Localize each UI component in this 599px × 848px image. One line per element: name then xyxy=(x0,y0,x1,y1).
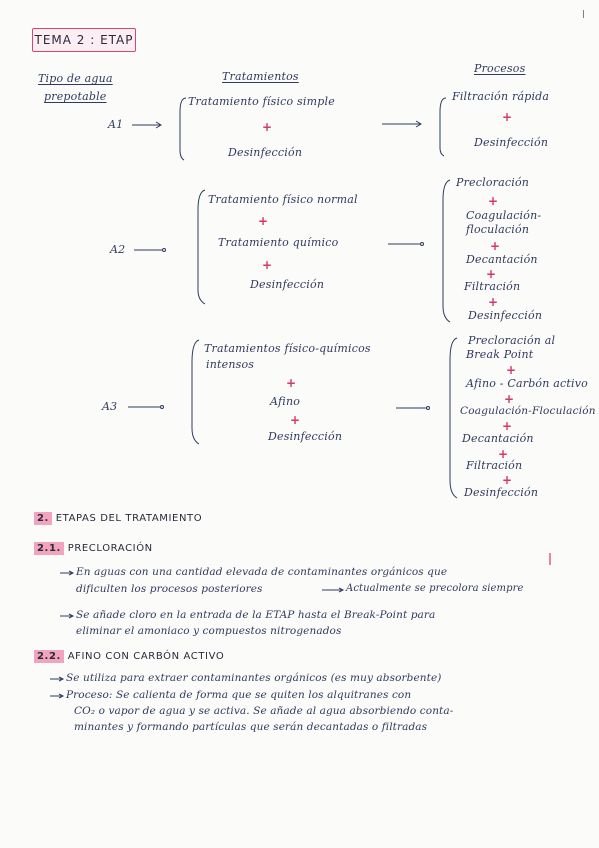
a2-trat-1: Tratamiento físico normal xyxy=(208,193,358,206)
header-procesos: Procesos xyxy=(474,62,526,75)
a3-proc-5: Decantación xyxy=(462,432,534,445)
a3-trat-brace xyxy=(192,340,199,444)
a3-proc-7: Desinfección xyxy=(464,486,539,499)
a3-proc-brace xyxy=(450,338,457,498)
a2-proc-6: Desinfección xyxy=(468,309,543,322)
a2-trat-2: Tratamiento químico xyxy=(218,236,339,249)
a1-proc-arrow xyxy=(382,121,421,127)
section-2-heading xyxy=(34,513,202,524)
a1-arrow xyxy=(132,122,161,128)
s21-bullet2-line1: Se añade cloro en la entrada de la ETAP hasta el Break-Point para xyxy=(76,609,436,621)
s21-bullet1-arrow xyxy=(60,571,73,575)
plus-icon: + xyxy=(262,258,273,272)
a3-proc-3: Afino - Carbón activo xyxy=(466,377,588,390)
plus-icon: + xyxy=(506,363,517,377)
plus-icon: + xyxy=(498,447,509,461)
a2-proc-5: Filtración xyxy=(464,280,521,293)
a3-proc-4: Coagulación-Floculación xyxy=(460,405,596,417)
s22-bullet2-line1: Proceso: Se calienta de forma que se quiten los alquitranes con xyxy=(66,689,412,701)
a2-proc-arrow xyxy=(388,243,424,246)
row-a3-label: A3 xyxy=(102,400,118,413)
a3-proc-1: Precloración al xyxy=(468,334,556,347)
pink-mark xyxy=(549,553,551,565)
a2-proc-4: Decantación xyxy=(466,253,538,266)
page-title: TEMA 2 : ETAP xyxy=(32,28,136,52)
row-a1-label: A1 xyxy=(108,118,124,131)
section-21-heading xyxy=(34,543,153,554)
a3-arrow xyxy=(128,406,164,409)
plus-icon: + xyxy=(290,413,301,427)
a1-trat-brace xyxy=(180,98,186,160)
a1-trat-2: Desinfección xyxy=(228,146,303,159)
s22-bullet1-arrow xyxy=(50,677,63,681)
a2-proc-3: floculación xyxy=(466,223,530,236)
s21-bullet2-arrow xyxy=(60,614,73,618)
s21-bullet1-line2: dificulten los procesos posteriores xyxy=(76,583,263,595)
plus-icon: + xyxy=(262,120,273,134)
a2-proc-1: Precloración xyxy=(456,176,530,189)
plus-icon: + xyxy=(490,239,501,253)
plus-icon: + xyxy=(286,376,297,390)
a2-trat-brace xyxy=(198,190,205,304)
plus-icon: + xyxy=(488,295,499,309)
plus-icon: + xyxy=(488,194,499,208)
s21-inline-arrow xyxy=(322,588,343,592)
a1-proc-2: Desinfección xyxy=(474,136,549,149)
s21-bullet1-line1: En aguas con una cantidad elevada de contaminantes orgánicos que xyxy=(76,566,448,578)
s22-bullet1-line1: Se utiliza para extraer contaminantes orgánicos (es muy absorbente) xyxy=(66,672,442,684)
a3-proc-6: Filtración xyxy=(466,459,523,472)
a3-trat-4: Desinfección xyxy=(268,430,343,443)
section-21-number: 2.1. xyxy=(34,542,64,555)
s22-bullet2-line3: minantes y formando partículas que serán decantadas o filtradas xyxy=(74,721,428,733)
plus-icon: + xyxy=(502,473,513,487)
s22-bullet2-arrow xyxy=(50,694,63,698)
s22-bullet2-line2: CO₂ o vapor de agua y se activa. Se añade al agua absorbiendo conta- xyxy=(74,705,454,717)
a3-trat-1: Tratamientos físico-químicos xyxy=(204,342,371,355)
a2-trat-3: Desinfección xyxy=(250,278,325,291)
a1-trat-1: Tratamiento físico simple xyxy=(188,95,335,108)
plus-icon: + xyxy=(502,110,513,124)
row-a2-label: A2 xyxy=(110,243,126,256)
section-2-title: ETAPAS DEL TRATAMIENTO xyxy=(55,513,203,524)
section-21-title: PRECLORACIÓN xyxy=(67,543,153,554)
header-tratamientos: Tratamientos xyxy=(222,70,299,83)
s21-bullet2-line2: eliminar el amoniaco y compuestos nitrogenados xyxy=(76,625,342,637)
pen-mark xyxy=(583,10,584,18)
a2-arrow xyxy=(134,249,166,252)
plus-icon: + xyxy=(258,214,269,228)
a2-proc-brace xyxy=(443,180,450,322)
a3-proc-arrow xyxy=(396,407,430,410)
section-2-number: 2. xyxy=(34,512,52,525)
section-22-number: 2.2. xyxy=(34,650,64,663)
header-tipo-line2: prepotable xyxy=(44,90,107,103)
plus-icon: + xyxy=(486,267,497,281)
a3-trat-3: Afino xyxy=(270,395,301,408)
section-22-heading xyxy=(34,651,224,662)
a3-trat-2: intensos xyxy=(206,358,255,371)
plus-icon: + xyxy=(502,419,513,433)
a1-proc-1: Filtración rápida xyxy=(452,90,550,103)
a1-proc-brace xyxy=(440,98,446,156)
plus-icon: + xyxy=(504,392,515,406)
a2-proc-2: Coagulación- xyxy=(466,209,542,222)
a3-proc-2: Break Point xyxy=(466,348,534,361)
section-22-title: AFINO CON CARBÓN ACTIVO xyxy=(67,651,225,662)
header-tipo-line1: Tipo de agua xyxy=(38,72,113,85)
s21-bullet1-line2b: Actualmente se precolora siempre xyxy=(346,583,524,594)
